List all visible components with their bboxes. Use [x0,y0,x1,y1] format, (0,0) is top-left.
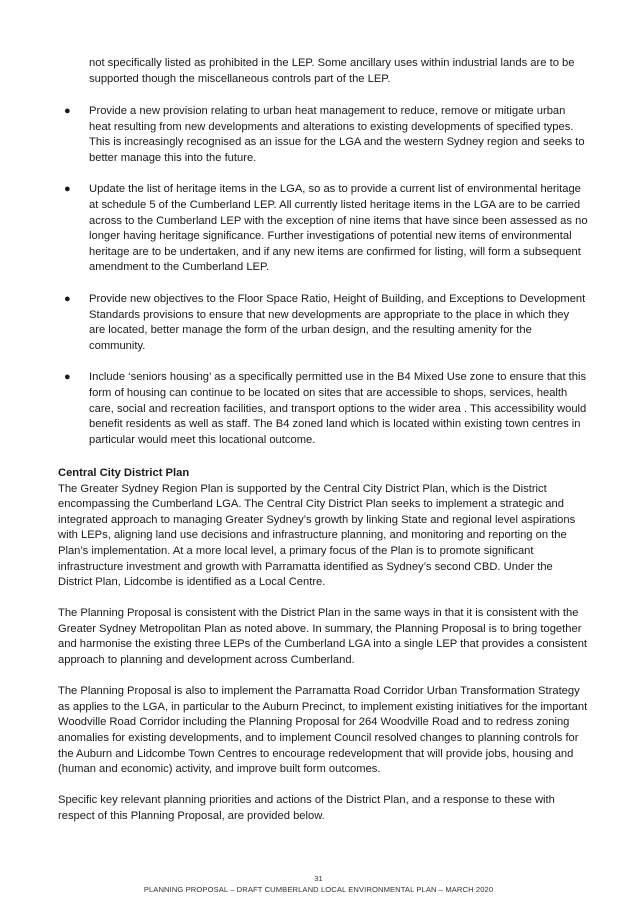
list-item [58,104,588,166]
bullet-icon: ● [64,105,71,117]
body-paragraph: The Planning Proposal is consistent with the District Plan in the same ways in that it is consistent with the Greater Sydney Metropolitan Plan as noted above. In summary, the Planning Proposal is to bring together and harmonise the existing three LEPs of the Cumberland LGA into a single LEP that provides a consistent approach to planning and development across Cumberland. [58,607,588,667]
bullet-icon: ● [64,183,71,196]
list-item [58,370,588,448]
list-item [58,292,588,354]
bullet-list [58,104,588,464]
section-heading: Central City District Plan [58,467,190,479]
footer-title: PLANNING PROPOSAL – DRAFT CUMBERLAND LOCAL ENVIRONMENTAL PLAN – MARCH 2020 [143,885,494,894]
bullet-text: Provide new objectives to the Floor Space Ratio, Height of Building, and Exceptions to Development Standards provisions to ensure that new developments are appropriate to the place in which they are located, better manage the form of the urban design, and the resulting amenity for the community. [89,292,586,352]
intro-paragraph: not specifically listed as prohibited in the LEP. Some ancillary uses within industrial lands are to be supported though the miscellaneous controls part of the LEP. [89,57,575,85]
body-paragraph: The Planning Proposal is also to implement the Parramatta Road Corridor Urban Transformation Strategy as applies to the LGA, in particular to the Auburn Precinct, to implement existing initiatives for the important Woodville Road Corridor including the Planning Proposal for 264 Woodville Road and to redress zoning anomalies for existing developments, and to implement Council resolved changes to planning controls for the Auburn and Lidcombe Town Centres to encourage redevelopment that will provide jobs, housing and (human and economic) activity, and improve built form outcomes. [58,685,588,776]
body-paragraph: Specific key relevant planning priorities and actions of the District Plan, and a response to these with respect of this Planning Proposal, are provided below. [58,794,555,822]
page-number: 31 [314,874,323,883]
bullet-text: Update the list of heritage items in the LGA, so as to provide a current list of environmental heritage at schedule 5 of the Cumberland LEP. All currently listed heritage items in the LGA are to be carried across to the Cumberland LEP with the exception of nine items that have since been assessed as no longer having heritage significance. Further investigations of potential new items of environmental heritage are to be undertaken, and if any new items are confirmed for listing, will form a subsequent amendment to the Cumberland LEP. [89,183,588,274]
district-plan-section [58,466,588,840]
list-item [58,182,588,276]
body-paragraph: The Greater Sydney Region Plan is supported by the Central City District Plan, which is the District encompassing the Cumberland LGA. The Central City District Plan seeks to implement a strategic and integrated approach to managing Greater Sydney’s growth by linking State and regional level aspirations with LEPs, aligning land use decisions and infrastructure planning, and monitoring and reporting on the Plan’s implementation. At a more local level, a primary focus of the Plan is to promote significant infrastructure investment and growth with Parramatta identified as Sydney’s second CBD. Under the District Plan, Lidcombe is identified as a Local Centre. [58,482,576,589]
bullet-icon: ● [64,371,71,384]
bullet-text: Include ‘seniors housing’ as a specifically permitted use in the B4 Mixed Use zone to ensure that this form of housing can continue to be located on sites that are accessible to shops, services, health care, social and recreation facilities, and transport options to the wider area . This accessibility would benefit residents as well as staff. The B4 zoned land which is located within existing town centres in particular would meet this locational outcome. [89,371,587,446]
bullet-text: Provide a new provision relating to urban heat management to reduce, remove or mitigate urban heat resulting from new developments and alterations to existing developments of specified types. This is increasingly recognised as an issue for the LGA and the western Sydney region and seeks to better manage this into the future. [89,105,585,164]
bullet-icon: ● [64,292,71,305]
